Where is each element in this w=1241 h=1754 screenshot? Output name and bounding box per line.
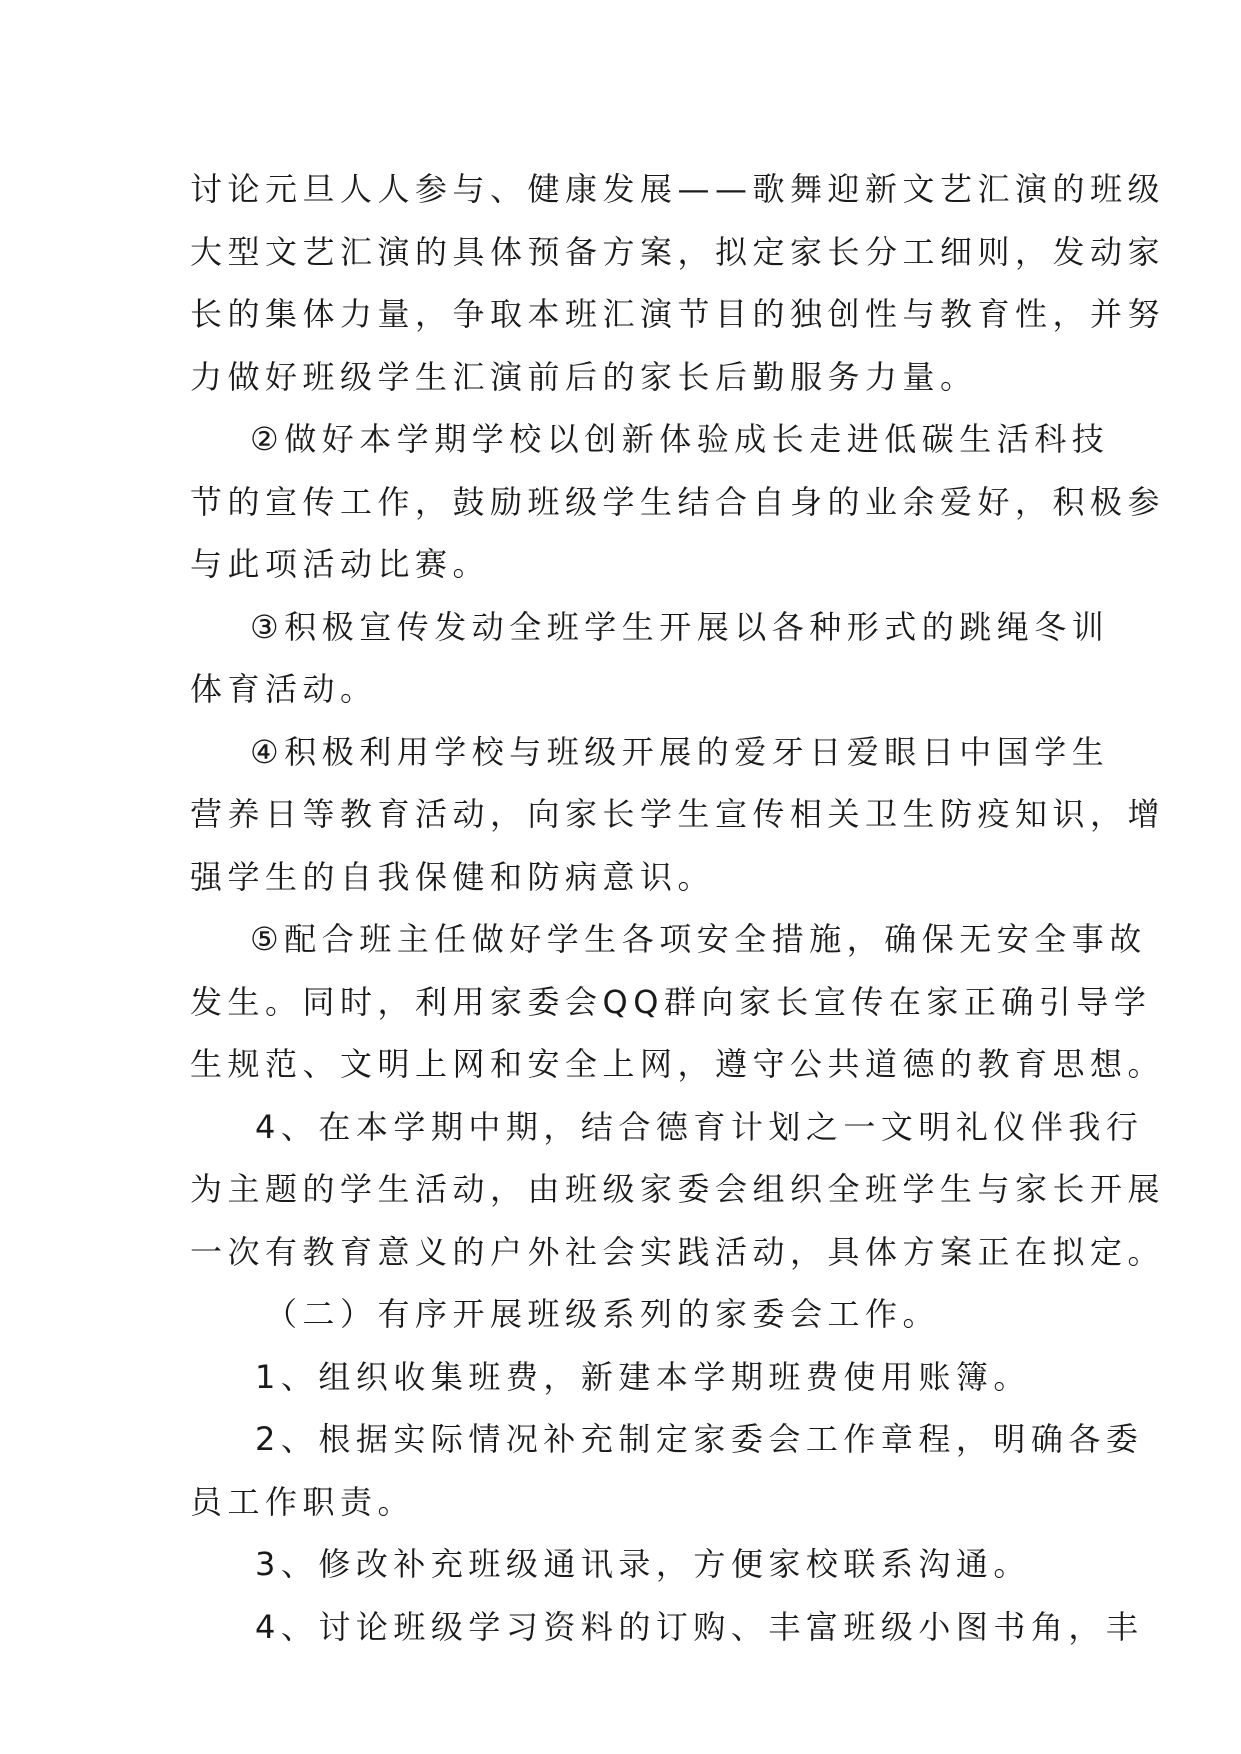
text-line: 发生。同时，利用家委会QQ群向家长宣传在家正确引导学 [190,982,1152,1021]
text-line: 2、根据实际情况补充制定家委会工作章程，明确各委 [255,1420,1144,1458]
text-line: 为主题的学生活动，由班级家委会组织全班学生与家长开展 [190,1170,1166,1208]
text-line: 节的宣传工作，鼓励班级学生结合自身的业余爱好，积极参 [190,482,1166,521]
text-line: 营养日等教育活动，向家长学生宣传相关卫生防疫知识，增 [190,795,1166,833]
text-line: 3、修改补充班级通讯录，方便家校联系沟通。 [255,1545,1031,1583]
text-line: 大型文艺汇演的具体预备方案，拟定家长分工细则，发动家 [190,232,1166,271]
text-line: 力做好班级学生汇演前后的家长后勤服务力量。 [190,357,978,396]
text-line: 一次有教育意义的户外社会实践活动，具体方案正在拟定。 [190,1232,1166,1271]
text-line: 强学生的自我保健和防病意识。 [190,857,716,896]
text-line: 讨论元旦人人参与、健康发展——歌舞迎新文艺汇演的班级 [190,170,1166,208]
text-line: 与此项活动比赛。 [190,545,491,583]
text-line: 员工作职责。 [190,1482,416,1521]
text-line: 4、讨论班级学习资料的订购、丰富班级小图书角，丰 [255,1607,1144,1646]
text-line: 4、在本学期中期，结合德育计划之一文明礼仪伴我行 [255,1107,1144,1146]
body-text [190,158,1166,1658]
text-line: ③积极宣传发动全班学生开展以各种形式的跳绳冬训 [250,607,1110,646]
text-line: ②做好本学期学校以创新体验成长走进低碳生活科技 [250,420,1110,458]
text-line: ⑤配合班主任做好学生各项安全措施，确保无安全事故 [250,920,1147,958]
section-heading: （二）有序开展班级系列的家委会工作。 [265,1295,941,1333]
text-line: 生规范、文明上网和安全上网，遵守公共道德的教育思想。 [190,1045,1166,1083]
text-line: 体育活动。 [190,670,378,708]
text-line: 长的集体力量，争取本班汇演节目的独创性与教育性，并努 [190,295,1166,333]
text-line: ④积极利用学校与班级开展的爱牙日爱眼日中国学生 [250,732,1110,771]
text-line: 1、组织收集班费，新建本学期班费使用账簿。 [255,1357,1031,1396]
